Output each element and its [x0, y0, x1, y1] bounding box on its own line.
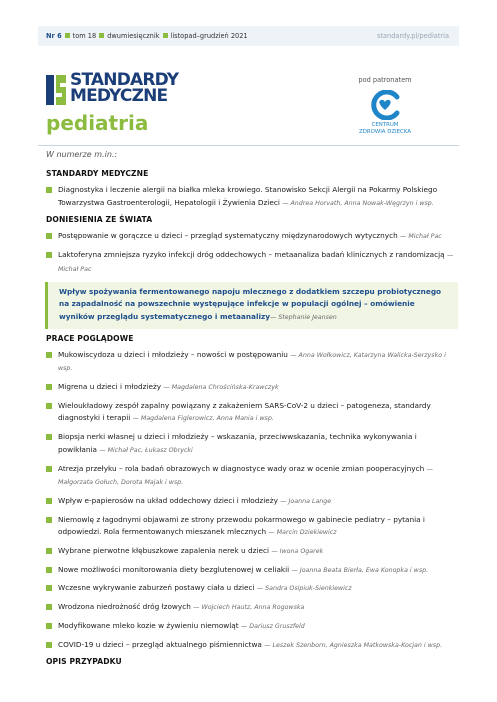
bullet-square-icon	[46, 384, 52, 390]
patron-name-line-2: ZDROWIA DZIECKA	[359, 129, 411, 135]
article-item[interactable]	[46, 495, 458, 509]
article-item[interactable]	[46, 582, 458, 596]
logo-line-1: STANDARDY	[70, 70, 179, 90]
frequency: dwumiesięcznik	[107, 32, 160, 40]
article-authors: — Iwona Ogarek	[271, 548, 324, 556]
article-authors: — Michał Pac	[400, 233, 442, 241]
article-authors: — Leszek Szenborn, Agnieszka Matkowska-Kocjan i wsp.	[264, 641, 443, 649]
bullet-square-icon	[46, 466, 52, 472]
article-item[interactable]	[46, 463, 458, 490]
article-authors: — Joanna Lange	[280, 497, 332, 505]
article-item[interactable]	[46, 601, 458, 615]
article-item[interactable]	[46, 639, 458, 653]
website-link[interactable]: standardy.pl/pediatria	[376, 32, 449, 40]
patronage-block	[356, 76, 414, 136]
bullet-square-icon	[46, 403, 52, 409]
article-title: Mukowiscydoza u dzieci i młodzieży – nowości w postępowaniu	[58, 349, 288, 359]
bullet-square-icon	[46, 233, 52, 239]
article-item[interactable]	[46, 545, 458, 559]
logo-wordmark	[70, 72, 178, 104]
separator-square-icon	[65, 33, 70, 38]
bullet-square-icon	[46, 548, 52, 554]
bullet-square-icon	[46, 252, 52, 258]
article-item[interactable]	[46, 514, 458, 540]
article-item[interactable]	[46, 620, 458, 634]
bullet-square-icon	[46, 604, 52, 610]
article-title: Migrena u dzieci i młodzieży	[58, 382, 162, 392]
issue-details	[46, 26, 248, 46]
volume: tom 18	[72, 32, 97, 40]
article-title: Laktoferyna zmniejsza ryzyko infekcji dróg oddechowych – metaanaliza badań klinicznych z randomizacją	[58, 250, 445, 260]
bullet-square-icon	[46, 434, 52, 440]
issue-info-bar	[38, 26, 459, 46]
article-authors: — Andrea Horvath, Anna Nowak-Węgrzyn i wsp.	[282, 199, 434, 207]
bullet-square-icon	[46, 623, 52, 629]
article-title: Diagnostyka i leczenie alergii na białka mleka krowiego. Stanowisko Sekcji Alergii na Pokarmy Polskiego Towarzystwa Gastroenterologii, Hepatologii i Żywienia Dzieci	[58, 185, 438, 207]
article-authors: — Michał Pac, Łukasz Obrycki	[99, 446, 193, 454]
article-title: COVID-19 u dzieci – przegląd aktualnego piśmiennictwa	[58, 639, 262, 649]
bullet-square-icon	[46, 567, 52, 573]
section-title: STANDARDY MEDYCZNE	[46, 169, 149, 178]
featured-article[interactable]	[45, 282, 458, 329]
article-authors: — Marcin Dziekiewicz	[268, 529, 337, 537]
logo-mark-icon	[46, 73, 66, 107]
article-authors: — Dariusz Gruszfeld	[240, 622, 305, 630]
bullet-square-icon	[46, 352, 52, 358]
article-authors: — Sandra Osipiuk-Sienkiewicz	[256, 585, 352, 593]
contents-intro: W numerze m.in.:	[46, 150, 118, 159]
featured-article-authors: — Stephanie Jeansen	[269, 313, 337, 321]
patron-name-line-1: CENTRUM	[371, 122, 399, 128]
bullet-square-icon	[46, 642, 52, 648]
featured-article-title: Wpływ spożywania fermentowanego napoju mlecznego z dodatkiem szczepu probiotycznego na zapadalność na powszechnie występujące infekcje w populacji ogólnej – omówienie wyników przeglądu systematycznego i metaanalizy	[59, 286, 442, 321]
article-title: Wrodzona niedrożność dróg łzowych	[58, 602, 191, 612]
bullet-square-icon	[46, 498, 52, 504]
patronage-label: pod patronatem	[358, 76, 412, 84]
article-title: Atrezja przełyku – rola badań obrazowych w diagnostyce wady oraz w ocenie zmian pooperacyjnych	[58, 463, 425, 473]
article-title: Biopsja nerki własnej u dzieci i młodzieży – wskazania, przeciwwskazania, technika wykonywania i powikłania	[58, 432, 417, 454]
period: listopad–grudzień 2021	[170, 32, 248, 40]
article-authors: — Wojciech Hautz, Anna Rogowska	[193, 604, 305, 612]
issue-number: Nr 6	[46, 32, 62, 40]
article-title: Wczesne wykrywanie zaburzeń postawy ciała u dzieci	[58, 583, 255, 593]
article-item[interactable]	[46, 431, 458, 457]
table-of-contents	[46, 164, 458, 672]
journal-title: pediatria	[46, 111, 149, 135]
article-title: Wybrane pierwotne kłębuszkowe zapalenia nerek u dzieci	[58, 546, 270, 556]
article-authors: — Michał Pac	[58, 252, 454, 273]
article-authors: — Małgorzata Gołuch, Dorota Majak i wsp.	[58, 465, 433, 487]
article-item[interactable]	[46, 381, 458, 395]
article-item[interactable]	[46, 249, 458, 276]
bullet-square-icon	[46, 517, 52, 523]
header-divider	[38, 145, 459, 146]
article-authors: — Anna Wołkowicz, Katarzyna Walicka-Serzysko i wsp.	[58, 351, 446, 373]
article-authors: — Joanna Beata Bierła, Ewa Konopka i wsp.	[291, 566, 429, 574]
section-title: OPIS PRZYPADKU	[46, 657, 122, 667]
article-item[interactable]	[46, 184, 458, 210]
centrum-zdrowia-dziecka-logo-icon	[367, 90, 403, 120]
section-title: PRACE POGLĄDOWE	[46, 333, 134, 343]
article-item[interactable]	[46, 349, 458, 376]
article-title: Niemowlę z łagodnymi objawami ze strony przewodu pokarmowego w gabinecie pediatry – pytania i odpowiedzi. Rola fermentowanych mieszanek mlecznych	[58, 514, 425, 537]
patron-name	[356, 122, 414, 136]
separator-square-icon	[163, 33, 168, 38]
article-title: Modyfikowane mleko kozie w żywieniu niemowląt	[58, 620, 239, 630]
article-title: Postępowanie w gorączce u dzieci – przegląd systematyczny międzynarodowych wytycznych	[58, 231, 398, 241]
article-authors: — Magdalena Chrościńska-Krawczyk	[163, 384, 279, 392]
article-authors: — Magdalena Figlerowicz, Anna Mania i wsp.	[132, 415, 274, 423]
article-item[interactable]	[46, 564, 458, 578]
logo-line-2: MEDYCZNE	[70, 86, 168, 106]
bullet-square-icon	[46, 187, 52, 193]
bullet-square-icon	[46, 585, 52, 591]
article-title: Wieloukładowy zespół zapalny powiązany z zakażeniem SARS-CoV-2 u dzieci – patogeneza, standardy diagnostyki i terapii	[58, 400, 431, 423]
article-title: Wpływ e-papierosów na układ oddechowy dzieci i młodzieży	[58, 495, 278, 505]
separator-square-icon	[99, 33, 104, 38]
article-item[interactable]	[46, 230, 458, 244]
article-title: Nowe możliwości monitorowania diety bezglutenowej w celiakii	[58, 564, 290, 574]
article-item[interactable]	[46, 400, 458, 426]
section-title: DONIESIENIA ZE ŚWIATA	[46, 215, 153, 225]
standardy-medyczne-logo	[46, 72, 206, 112]
